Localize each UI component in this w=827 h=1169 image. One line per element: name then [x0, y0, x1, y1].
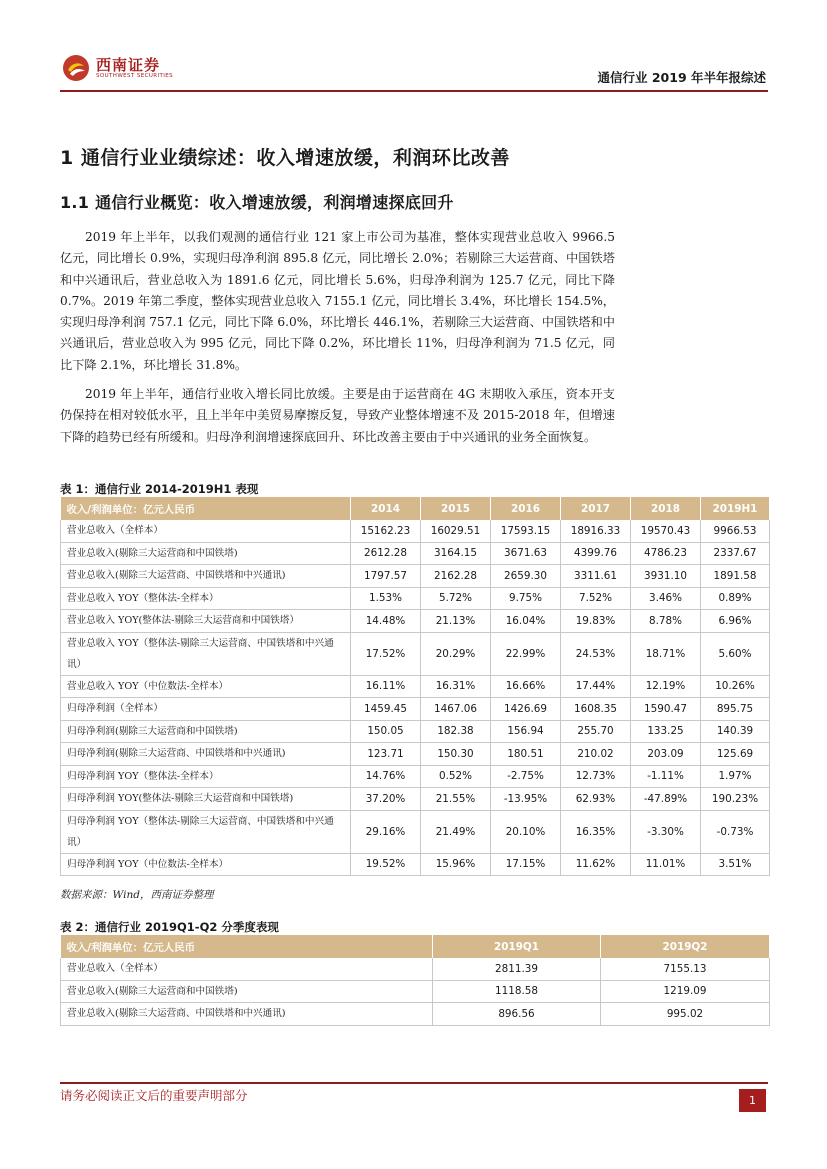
- value-cell: 0.89%: [701, 587, 770, 610]
- table-row: [61, 980, 770, 1003]
- value-cell: 22.99%: [491, 632, 561, 675]
- value-cell: 190.23%: [701, 788, 770, 811]
- table1-header-row: [61, 497, 770, 520]
- value-cell: 150.05: [351, 720, 421, 743]
- value-cell: 21.49%: [421, 810, 491, 853]
- value-cell: 203.09: [631, 743, 701, 766]
- value-cell: 1891.58: [701, 565, 770, 588]
- value-cell: 17.44%: [561, 675, 631, 698]
- logo-english-name: SOUTHWEST SECURITIES: [96, 72, 174, 79]
- value-cell: 156.94: [491, 720, 561, 743]
- value-cell: 24.53%: [561, 632, 631, 675]
- value-cell: 19570.43: [631, 520, 701, 542]
- value-cell: 133.25: [631, 720, 701, 743]
- value-cell: 19.83%: [561, 610, 631, 633]
- report-title: 通信行业 2019 年半年报综述: [597, 70, 766, 85]
- value-cell: 11.01%: [631, 853, 701, 876]
- table-row: [61, 958, 770, 980]
- value-cell: 29.16%: [351, 810, 421, 853]
- value-cell: 2337.67: [701, 542, 770, 565]
- logo-chinese-name: 西南证券: [96, 55, 161, 74]
- value-cell: 10.26%: [701, 675, 770, 698]
- disclaimer-note: 请务必阅读正文后的重要声明部分: [60, 1088, 248, 1103]
- row-label-cell: 归母净利润(剔除三大运营商、中国铁塔和中兴通讯): [61, 743, 351, 766]
- value-cell: 895.75: [701, 698, 770, 721]
- value-cell: 1459.45: [351, 698, 421, 721]
- table2-header-cell: 2019Q2: [601, 935, 770, 958]
- row-label-cell: 营业总收入(剔除三大运营商和中国铁塔): [61, 542, 351, 565]
- table2: [60, 935, 770, 1026]
- value-cell: 3931.10: [631, 565, 701, 588]
- value-cell: 8.78%: [631, 610, 701, 633]
- value-cell: 182.38: [421, 720, 491, 743]
- value-cell: 896.56: [433, 1003, 601, 1026]
- row-label-cell: 营业总收入（全样本）: [61, 958, 433, 980]
- table1-header-cell: 2019H1: [701, 497, 770, 520]
- value-cell: 123.71: [351, 743, 421, 766]
- value-cell: -3.30%: [631, 810, 701, 853]
- value-cell: 20.29%: [421, 632, 491, 675]
- value-cell: 16029.51: [421, 520, 491, 542]
- value-cell: 3.46%: [631, 587, 701, 610]
- table-row: [61, 565, 770, 588]
- value-cell: 16.66%: [491, 675, 561, 698]
- row-label-cell: 营业总收入 YOY（中位数法-全样本）: [61, 675, 351, 698]
- value-cell: 2811.39: [433, 958, 601, 980]
- table1-header-cell: 2018: [631, 497, 701, 520]
- value-cell: 3.51%: [701, 853, 770, 876]
- value-cell: 0.52%: [421, 765, 491, 788]
- value-cell: -13.95%: [491, 788, 561, 811]
- value-cell: 11.62%: [561, 853, 631, 876]
- value-cell: 3671.63: [491, 542, 561, 565]
- table1-caption: 表 1：通信行业 2014-2019H1 表现: [60, 482, 259, 496]
- table-row: [61, 1003, 770, 1026]
- table1-header-cell: 2016: [491, 497, 561, 520]
- value-cell: 12.19%: [631, 675, 701, 698]
- value-cell: 1219.09: [601, 980, 770, 1003]
- value-cell: 37.20%: [351, 788, 421, 811]
- value-cell: 3164.15: [421, 542, 491, 565]
- footer-divider: [60, 1082, 768, 1084]
- page-header: [60, 48, 768, 92]
- value-cell: 21.13%: [421, 610, 491, 633]
- value-cell: 7.52%: [561, 587, 631, 610]
- value-cell: 16.35%: [561, 810, 631, 853]
- value-cell: 1467.06: [421, 698, 491, 721]
- value-cell: 180.51: [491, 743, 561, 766]
- row-label-cell: 营业总收入 YOY（整体法-全样本）: [61, 587, 351, 610]
- value-cell: 125.69: [701, 743, 770, 766]
- value-cell: 1.53%: [351, 587, 421, 610]
- row-label-cell: 营业总收入(剔除三大运营商和中国铁塔): [61, 980, 433, 1003]
- table1-header-cell: 收入/利润单位：亿元人民币: [61, 497, 351, 520]
- logo-emblem-icon: [62, 54, 90, 82]
- table2-caption: 表 2：通信行业 2019Q1-Q2 分季度表现: [60, 920, 279, 934]
- row-label-cell: 归母净利润 YOY（中位数法-全样本）: [61, 853, 351, 876]
- value-cell: 15.96%: [421, 853, 491, 876]
- value-cell: 1.97%: [701, 765, 770, 788]
- table-row: [61, 632, 770, 675]
- value-cell: 18.71%: [631, 632, 701, 675]
- company-logo: [62, 48, 173, 88]
- paragraph-2: 2019 年上半年，通信行业收入增长同比放缓。主要是由于运营商在 4G 末期收入承压，资本开支仍保持在相对较低水平，且上半年中美贸易摩擦反复，导致产业整体增速不及 2015-2018 年，但增速下降的趋势已经有所缓和。归母净利润增速探底回升、环比改善主要由于中兴通讯的业务全面恢复。: [60, 387, 615, 444]
- value-cell: 15162.23: [351, 520, 421, 542]
- row-label-cell: 归母净利润 YOY（整体法-剔除三大运营商、中国铁塔和中兴通讯）: [61, 810, 351, 853]
- value-cell: 150.30: [421, 743, 491, 766]
- row-label-cell: 归母净利润 YOY(整体法-剔除三大运营商和中国铁塔): [61, 788, 351, 811]
- value-cell: 12.73%: [561, 765, 631, 788]
- value-cell: 5.60%: [701, 632, 770, 675]
- table-row: [61, 720, 770, 743]
- row-label-cell: 营业总收入 YOY(整体法-剔除三大运营商和中国铁塔）: [61, 610, 351, 633]
- value-cell: 3311.61: [561, 565, 631, 588]
- table-row: [61, 675, 770, 698]
- table-row: [61, 610, 770, 633]
- table-row: [61, 743, 770, 766]
- row-label-cell: 归母净利润 YOY（整体法-全样本）: [61, 765, 351, 788]
- value-cell: 9966.53: [701, 520, 770, 542]
- value-cell: -2.75%: [491, 765, 561, 788]
- value-cell: 210.02: [561, 743, 631, 766]
- value-cell: 2612.28: [351, 542, 421, 565]
- table2-header-cell: 2019Q1: [433, 935, 601, 958]
- paragraph-1: 2019 年上半年，以我们观测的通信行业 121 家上市公司为基准，整体实现营业总收入 9966.5 亿元，同比增长 0.9%，实现归母净利润 895.8 亿元，同比增长 2.0%；若剔除三大运营商、中国铁塔和中兴通讯后，营业总收入为 1891.6 亿元，同比增长 5.6%，归母净利润为 125.7 亿元，同比下降 0.7%。2019 年第二季度，整体实现营业总收入 7155.1 亿元，同比增长 3.4%，环比增长 154.5%，实现归母净利润 757.1 亿元，同比下降 6.0%，环比增长 446.1%，若剔除三大运营商、中国铁塔和中兴通讯后，营业总收入为 995 亿元，同比下降 0.2%，环比增长 11%，归母净利润为 71.5 亿元，同比下降 2.1%，环比增长 31.8%。: [60, 230, 615, 372]
- value-cell: -0.73%: [701, 810, 770, 853]
- value-cell: 140.39: [701, 720, 770, 743]
- value-cell: 255.70: [561, 720, 631, 743]
- table-row: [61, 765, 770, 788]
- value-cell: 6.96%: [701, 610, 770, 633]
- row-label-cell: 归母净利润（全样本）: [61, 698, 351, 721]
- row-label-cell: 营业总收入 YOY（整体法-剔除三大运营商、中国铁塔和中兴通讯）: [61, 632, 351, 675]
- value-cell: 17.52%: [351, 632, 421, 675]
- table-row: [61, 810, 770, 853]
- section-heading: 1 通信行业业绩综述：收入增速放缓，利润环比改善: [60, 147, 510, 169]
- row-label-cell: 营业总收入（全样本）: [61, 520, 351, 542]
- row-label-cell: 归母净利润(剔除三大运营商和中国铁塔): [61, 720, 351, 743]
- row-label-cell: 营业总收入(剔除三大运营商、中国铁塔和中兴通讯): [61, 565, 351, 588]
- value-cell: 2162.28: [421, 565, 491, 588]
- value-cell: 995.02: [601, 1003, 770, 1026]
- value-cell: 4786.23: [631, 542, 701, 565]
- table-row: [61, 542, 770, 565]
- value-cell: 14.76%: [351, 765, 421, 788]
- value-cell: 16.04%: [491, 610, 561, 633]
- page-number: 1: [739, 1089, 766, 1112]
- table1: [60, 497, 770, 876]
- table-row: [61, 788, 770, 811]
- table1-header-cell: 2017: [561, 497, 631, 520]
- table2-header-row: [61, 935, 770, 958]
- table-row: [61, 520, 770, 542]
- data-source-note: 数据来源：Wind，西南证券整理: [60, 889, 214, 901]
- table1-header-cell: 2014: [351, 497, 421, 520]
- table2-header-cell: 收入/利润单位：亿元人民币: [61, 935, 433, 958]
- value-cell: 1797.57: [351, 565, 421, 588]
- value-cell: 4399.76: [561, 542, 631, 565]
- value-cell: -1.11%: [631, 765, 701, 788]
- value-cell: 21.55%: [421, 788, 491, 811]
- value-cell: 62.93%: [561, 788, 631, 811]
- value-cell: 1590.47: [631, 698, 701, 721]
- subsection-heading: 1.1 通信行业概览：收入增速放缓，利润增速探底回升: [60, 193, 454, 212]
- value-cell: 16.11%: [351, 675, 421, 698]
- value-cell: 5.72%: [421, 587, 491, 610]
- value-cell: 9.75%: [491, 587, 561, 610]
- value-cell: 2659.30: [491, 565, 561, 588]
- value-cell: 1608.35: [561, 698, 631, 721]
- value-cell: 19.52%: [351, 853, 421, 876]
- table1-header-cell: 2015: [421, 497, 491, 520]
- value-cell: 18916.33: [561, 520, 631, 542]
- row-label-cell: 营业总收入(剔除三大运营商、中国铁塔和中兴通讯): [61, 1003, 433, 1026]
- value-cell: 14.48%: [351, 610, 421, 633]
- value-cell: 1426.69: [491, 698, 561, 721]
- value-cell: 1118.58: [433, 980, 601, 1003]
- value-cell: 17593.15: [491, 520, 561, 542]
- table-row: [61, 853, 770, 876]
- table-row: [61, 587, 770, 610]
- table-row: [61, 698, 770, 721]
- value-cell: 17.15%: [491, 853, 561, 876]
- value-cell: 16.31%: [421, 675, 491, 698]
- value-cell: 7155.13: [601, 958, 770, 980]
- value-cell: 20.10%: [491, 810, 561, 853]
- value-cell: -47.89%: [631, 788, 701, 811]
